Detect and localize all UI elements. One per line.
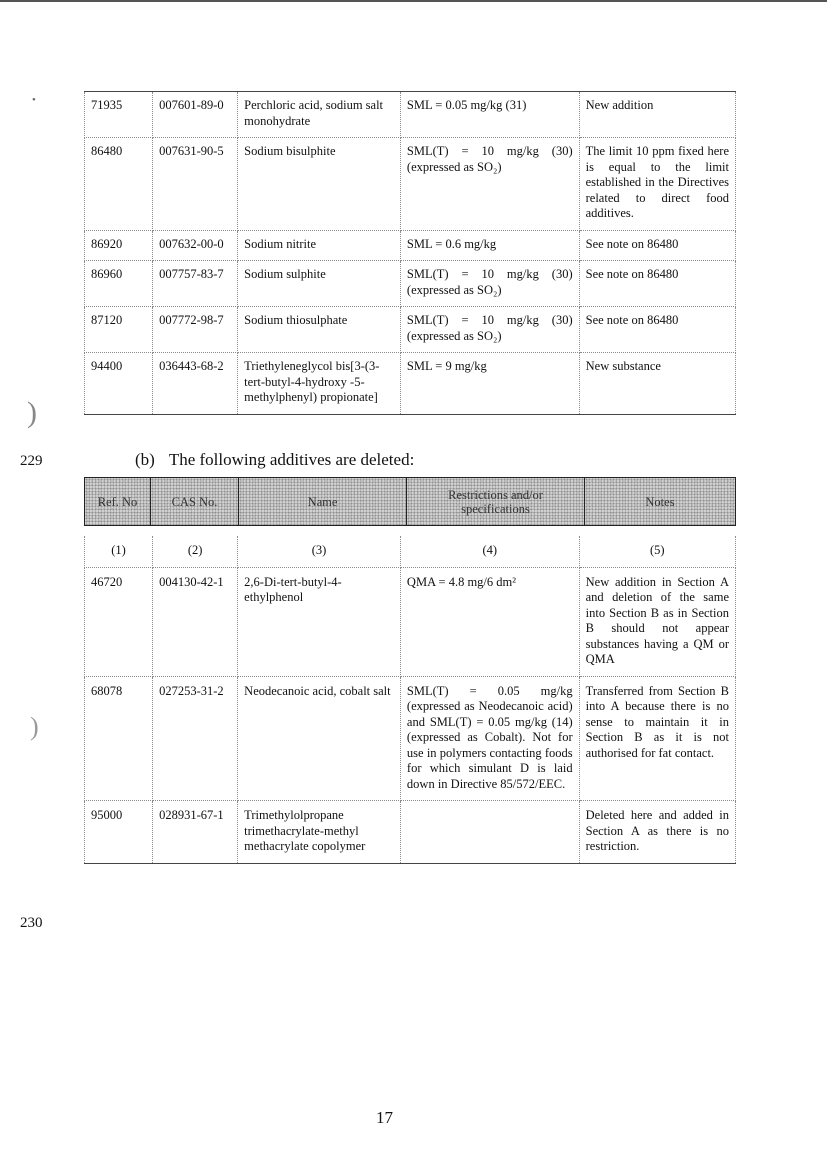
cas-no: 007757-83-7	[153, 261, 238, 307]
deleted-table-header	[84, 477, 736, 526]
restriction: SML = 9 mg/kg	[400, 353, 579, 415]
notes: Transferred from Section B into A because there is no sense to maintain it in Section B as it is not authorised for fat contact.	[579, 676, 735, 801]
header-cas-no: CAS No.	[151, 478, 239, 525]
margin-dot: •	[32, 94, 36, 106]
ref-no: 68078	[85, 676, 153, 801]
substance-name: Trimethylolpropane trimethacrylate-methyl methacrylate copolymer	[238, 801, 401, 864]
ref-no: 86920	[85, 230, 153, 261]
cas-no: 004130-42-1	[153, 567, 238, 676]
substance-name: Triethyleneglycol bis[3-(3-tert-butyl-4-hydroxy -5-methylphenyl) propionate]	[238, 353, 401, 415]
notes: Deleted here and added in Section A as there is no restriction.	[579, 801, 735, 864]
table-row	[85, 567, 736, 676]
substance-name: Neodecanoic acid, cobalt salt	[238, 676, 401, 801]
ref-no: 86480	[85, 138, 153, 231]
column-number: (4)	[400, 536, 579, 567]
notes: See note on 86480	[579, 307, 735, 353]
restriction: SML = 0.6 mg/kg	[400, 230, 579, 261]
margin-mark: )	[30, 712, 39, 741]
cas-no: 007632-00-0	[153, 230, 238, 261]
page-top-rule	[0, 0, 827, 2]
column-number: (3)	[238, 536, 401, 567]
cas-no: 036443-68-2	[153, 353, 238, 415]
ref-no: 87120	[85, 307, 153, 353]
additives-table-continued	[84, 91, 736, 415]
table-row	[85, 230, 736, 261]
column-number: (1)	[85, 536, 153, 567]
restriction	[400, 801, 579, 864]
substance-name: Sodium bisulphite	[238, 138, 401, 231]
ref-no: 94400	[85, 353, 153, 415]
notes: New addition in Section A and deletion of the same into Section B as in Section B should not appear substances having a QM or QMA	[579, 567, 735, 676]
header-restrictions: Restrictions and/or specifications	[407, 478, 585, 525]
table-row	[85, 307, 736, 353]
margin-number-230: 230	[20, 915, 43, 931]
header-name: Name	[239, 478, 407, 525]
header-ref-no: Ref. No	[85, 478, 151, 525]
notes: The limit 10 ppm fixed here is equal to the limit established in the Directives related to direct food additives.	[579, 138, 735, 231]
restriction: SML(T) = 10 mg/kg (30) (expressed as SO₂)	[400, 138, 579, 231]
table-row	[85, 261, 736, 307]
cas-no: 028931-67-1	[153, 801, 238, 864]
cas-no: 007772-98-7	[153, 307, 238, 353]
table-row	[85, 676, 736, 801]
cas-no: 007601-89-0	[153, 92, 238, 138]
cas-no: 027253-31-2	[153, 676, 238, 801]
ref-no: 46720	[85, 567, 153, 676]
notes: See note on 86480	[579, 230, 735, 261]
notes: New substance	[579, 353, 735, 415]
column-number: (2)	[153, 536, 238, 567]
table-row	[85, 92, 736, 138]
restriction: SML(T) = 10 mg/kg (30) (expressed as SO₂)	[400, 307, 579, 353]
substance-name: Sodium sulphite	[238, 261, 401, 307]
substance-name: Sodium nitrite	[238, 230, 401, 261]
section-label: (b)	[135, 450, 155, 469]
section-heading	[135, 450, 428, 470]
margin-number-229: 229	[20, 453, 43, 469]
cas-no: 007631-90-5	[153, 138, 238, 231]
header-notes: Notes	[585, 478, 735, 525]
notes: See note on 86480	[579, 261, 735, 307]
deleted-additives-table	[84, 536, 736, 864]
ref-no: 86960	[85, 261, 153, 307]
restriction: SML(T) = 0.05 mg/kg (expressed as Neodecanoic acid) and SML(T) = 0.05 mg/kg (14) (expressed as Cobalt). Not for use in polymers contacting foods for which simulant D is laid down in Directive 85/572/EEC.	[400, 676, 579, 801]
substance-name: Perchloric acid, sodium salt monohydrate	[238, 92, 401, 138]
margin-mark: )	[27, 396, 37, 429]
table-row	[85, 353, 736, 415]
table-row	[85, 801, 736, 864]
notes: New addition	[579, 92, 735, 138]
column-number: (5)	[579, 536, 735, 567]
restriction: QMA = 4.8 mg/6 dm²	[400, 567, 579, 676]
table-row	[85, 138, 736, 231]
page-number: 17	[376, 1108, 393, 1127]
column-number-row	[85, 536, 736, 567]
restriction: SML(T) = 10 mg/kg (30) (expressed as SO₂)	[400, 261, 579, 307]
restriction: SML = 0.05 mg/kg (31)	[400, 92, 579, 138]
section-title: The following additives are deleted:	[168, 450, 415, 469]
substance-name: 2,6-Di-tert-butyl-4-ethylphenol	[238, 567, 401, 676]
ref-no: 95000	[85, 801, 153, 864]
ref-no: 71935	[85, 92, 153, 138]
substance-name: Sodium thiosulphate	[238, 307, 401, 353]
